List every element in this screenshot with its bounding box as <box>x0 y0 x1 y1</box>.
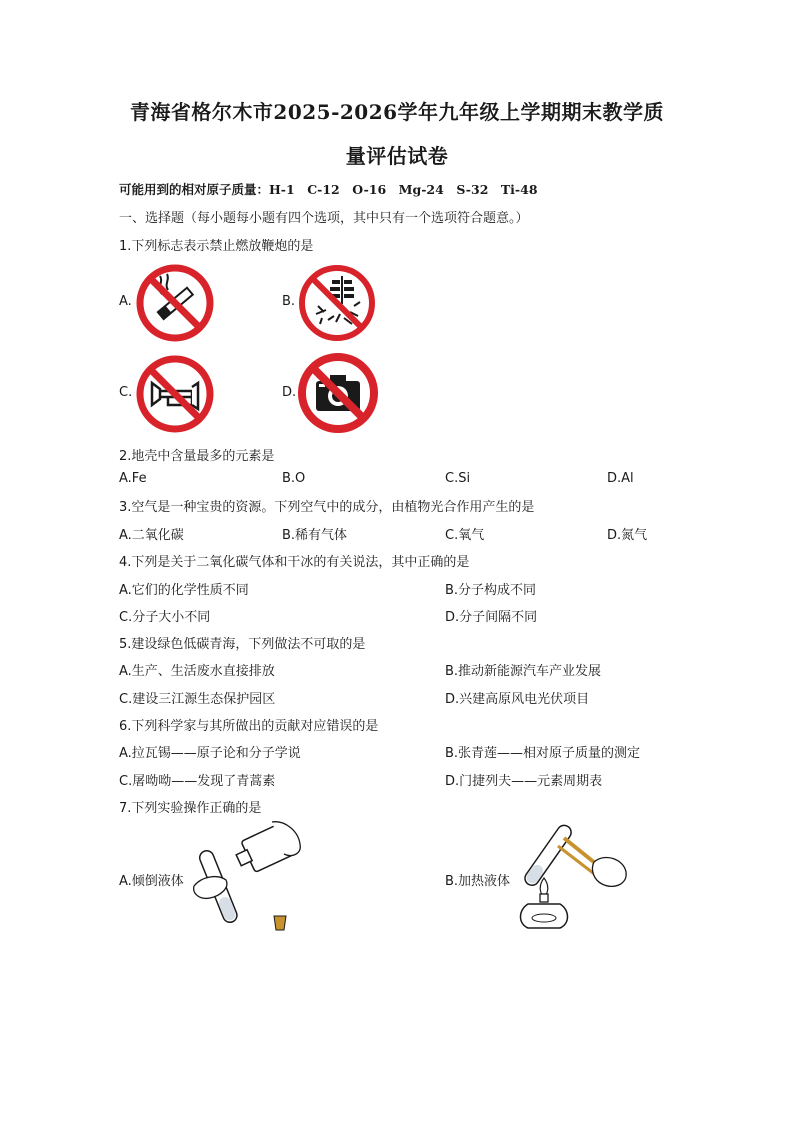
question-5-stem: 5.建设绿色低碳青海，下列做法不可取的是 <box>119 637 366 652</box>
question-4-stem: 4.下列是关于二氧化碳气体和干冰的有关说法，其中正确的是 <box>119 555 470 570</box>
q6-option-d[interactable]: D.门捷列夫——元素周期表 <box>445 774 603 789</box>
q5-option-a[interactable]: A.生产、生活废水直接排放 <box>119 664 275 679</box>
q4-option-c[interactable]: C.分子大小不同 <box>119 610 211 625</box>
exam-title-line1: 青海省格尔木市2025-2026学年九年级上学期期末教学质 <box>129 100 665 124</box>
q5-option-c[interactable]: C.建设三江源生态保护园区 <box>119 692 276 707</box>
q3-option-d[interactable]: D.氮气 <box>607 528 648 543</box>
question-6-stem: 6.下列科学家与其所做出的贡献对应错误的是 <box>119 719 379 734</box>
q1-option-b-label: B. <box>282 294 296 309</box>
q2-option-a[interactable]: A.Fe <box>119 471 147 486</box>
no-horn-sign-icon <box>134 353 216 435</box>
q3-option-b[interactable]: B.稀有气体 <box>282 528 348 543</box>
q1-option-a-label: A. <box>119 294 132 309</box>
q2-option-b[interactable]: B.O <box>282 471 306 486</box>
question-7-stem: 7.下列实验操作正确的是 <box>119 801 262 816</box>
exam-title-line2: 量评估试卷 <box>345 144 449 168</box>
q6-option-a[interactable]: A.拉瓦锡——原子论和分子学说 <box>119 746 301 761</box>
no-smoking-sign-icon <box>134 262 216 344</box>
q4-option-b[interactable]: B.分子构成不同 <box>445 583 537 598</box>
q2-option-d[interactable]: D.Al <box>607 471 634 486</box>
q3-option-a[interactable]: A.二氧化碳 <box>119 528 184 543</box>
q1-option-c-label: C. <box>119 385 133 400</box>
pouring-liquid-illustration <box>180 818 310 934</box>
q7-option-a[interactable]: A.倾倒液体 <box>119 874 184 889</box>
q2-option-c[interactable]: C.Si <box>445 471 471 486</box>
question-3-stem: 3.空气是一种宝贵的资源。下列空气中的成分，由植物光合作用产生的是 <box>119 500 535 515</box>
q7-option-b[interactable]: B.加热液体 <box>445 874 511 889</box>
question-1-stem: 1.下列标志表示禁止燃放鞭炮的是 <box>119 239 314 254</box>
question-2-stem: 2.地壳中含量最多的元素是 <box>119 449 275 464</box>
q5-option-d[interactable]: D.兴建高原风电光伏项目 <box>445 692 590 707</box>
section-heading: 一、选择题（每小题每小题有四个选项，其中只有一个选项符合题意。） <box>119 211 529 226</box>
atomic-masses-note: 可能用到的相对原子质量：H-1 C-12 O-16 Mg-24 S-32 Ti-48 <box>119 182 538 197</box>
q6-option-b[interactable]: B.张青莲——相对原子质量的测定 <box>445 746 641 761</box>
q4-option-d[interactable]: D.分子间隔不同 <box>445 610 538 625</box>
q6-option-c[interactable]: C.屠呦呦——发现了青蒿素 <box>119 774 276 789</box>
q1-option-d-label: D. <box>282 385 297 400</box>
q5-option-b[interactable]: B.推动新能源汽车产业发展 <box>445 664 602 679</box>
q3-option-c[interactable]: C.氧气 <box>445 528 485 543</box>
heating-liquid-illustration <box>506 820 630 932</box>
q4-option-a[interactable]: A.它们的化学性质不同 <box>119 583 249 598</box>
no-firecrackers-sign-icon <box>296 262 378 344</box>
no-camera-sign-icon <box>296 351 380 435</box>
